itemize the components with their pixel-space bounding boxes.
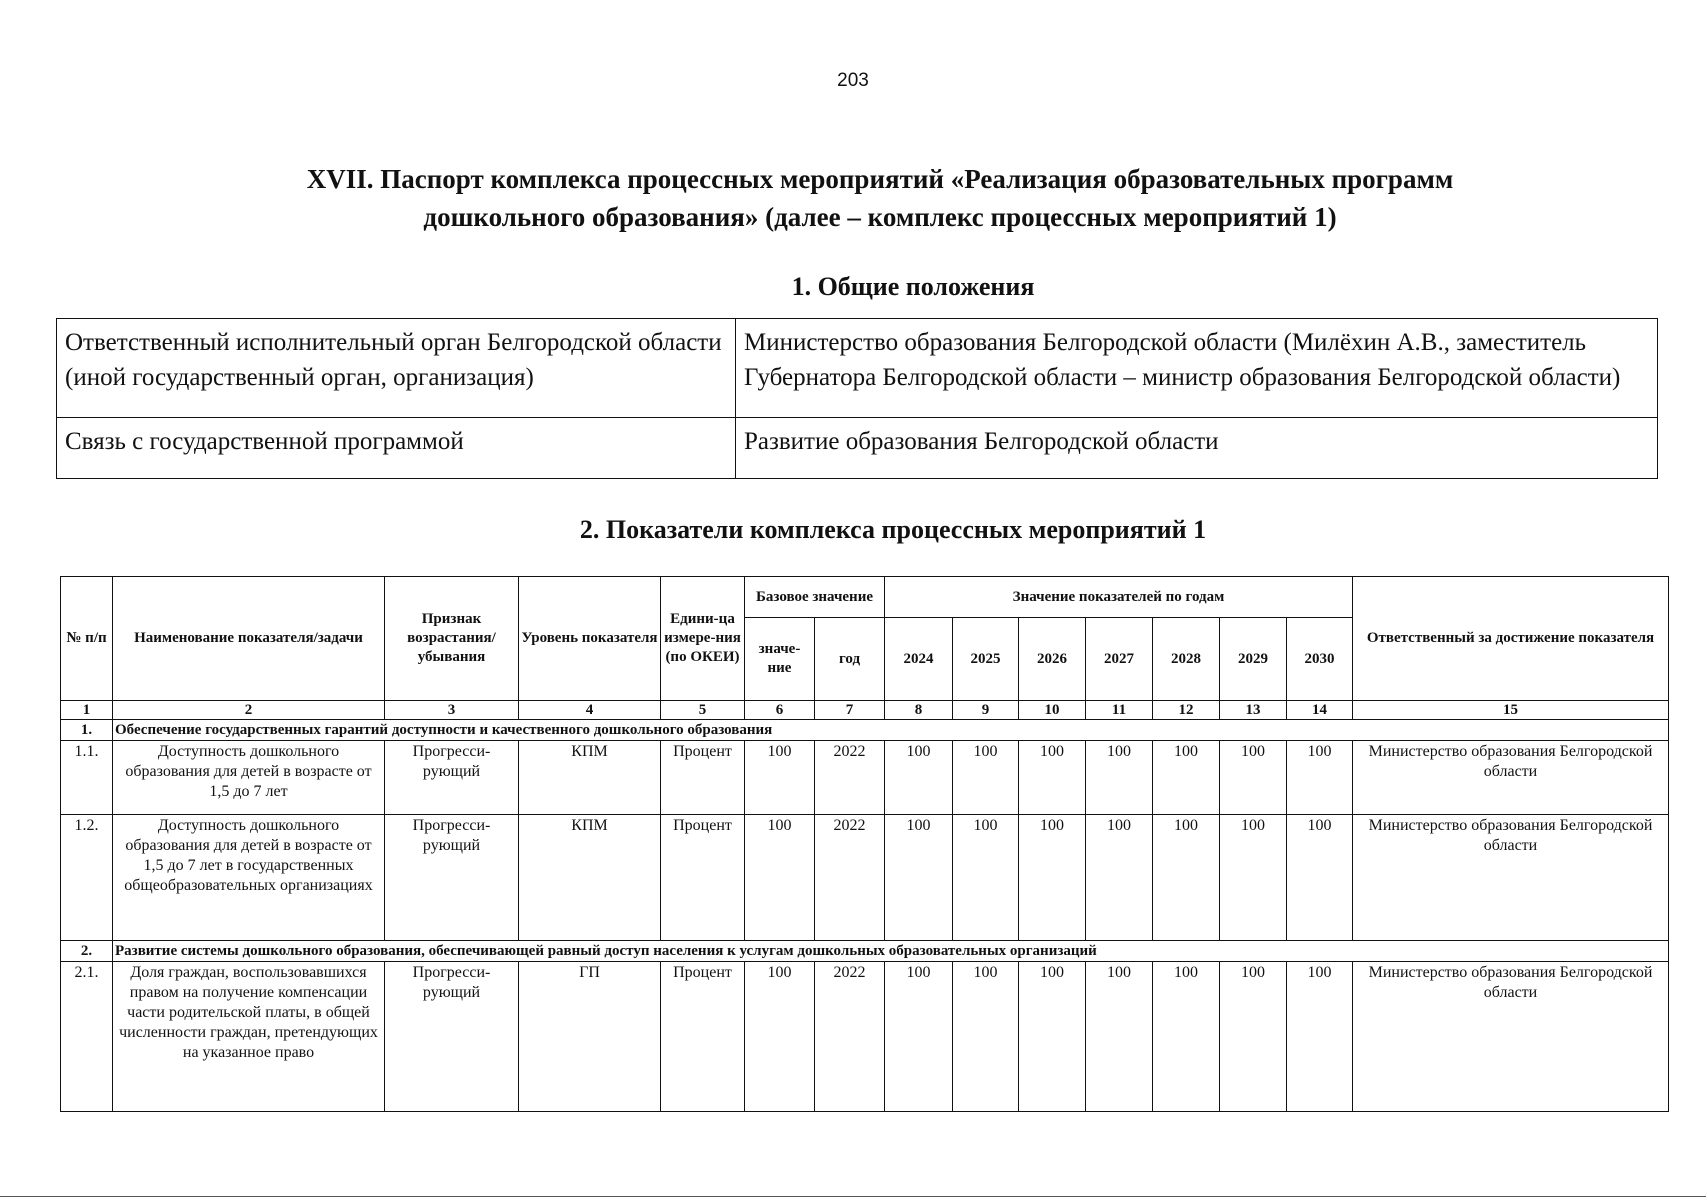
column-number: 9 [953, 701, 1019, 720]
row-name: Доля граждан, воспользовавшихся правом на получение компенсации части родительской платы, в общей численности граждан, претендующих на указанное право [113, 962, 385, 1112]
row-unit: Процент [661, 962, 745, 1112]
general-row-value: Министерство образования Белгородской области (Милёхин А.В., заместитель Губернатора Белгородской области – министр образования Белгородской области) [736, 319, 1658, 418]
header-level: Уровень показателя [519, 577, 661, 701]
row-responsible: Министерство образования Белгородской области [1353, 741, 1669, 815]
section-num: 2. [61, 941, 113, 962]
indicators-table [60, 576, 1669, 1112]
row-year-value: 100 [953, 741, 1019, 815]
column-number: 14 [1287, 701, 1353, 720]
row-year-value: 100 [1019, 741, 1086, 815]
row-year-value: 100 [1153, 962, 1220, 1112]
row-unit: Процент [661, 741, 745, 815]
row-year-value: 100 [1220, 962, 1287, 1112]
page-number: 203 [837, 70, 869, 91]
row-year-value: 100 [1287, 962, 1353, 1112]
general-row-label: Ответственный исполнительный орган Белгородской области (иной государственный орган, организация) [57, 319, 736, 418]
header-year: 2025 [953, 618, 1019, 701]
row-year-value: 100 [1019, 962, 1086, 1112]
header-year: 2024 [885, 618, 953, 701]
general-row-value: Развитие образования Белгородской области [736, 418, 1658, 479]
row-year-value: 100 [953, 815, 1019, 941]
row-num: 1.2. [61, 815, 113, 941]
column-number: 10 [1019, 701, 1086, 720]
section-title: Обеспечение государственных гарантий доступности и качественного дошкольного образования [113, 720, 1669, 741]
column-number: 4 [519, 701, 661, 720]
row-year-value: 100 [1086, 815, 1153, 941]
row-year-value: 100 [1086, 741, 1153, 815]
header-year: 2028 [1153, 618, 1220, 701]
header-base: Базовое значение [745, 577, 885, 618]
column-number: 8 [885, 701, 953, 720]
header-responsible: Ответственный за достижение показателя [1353, 577, 1669, 701]
row-base-value: 100 [745, 962, 815, 1112]
row-year-value: 100 [885, 815, 953, 941]
column-number: 2 [113, 701, 385, 720]
column-number: 15 [1353, 701, 1669, 720]
header-unit: Едини-ца измере-ния (по ОКЕИ) [661, 577, 745, 701]
row-level: КПМ [519, 815, 661, 941]
row-responsible: Министерство образования Белгородской области [1353, 962, 1669, 1112]
row-year-value: 100 [1153, 815, 1220, 941]
row-base-value: 100 [745, 815, 815, 941]
row-sign: Прогресси-рующий [385, 741, 519, 815]
column-number: 11 [1086, 701, 1153, 720]
row-base-year: 2022 [815, 815, 885, 941]
row-num: 2.1. [61, 962, 113, 1112]
row-name: Доступность дошкольного образования для детей в возрасте от 1,5 до 7 лет [113, 741, 385, 815]
general-provisions-table [56, 318, 1658, 479]
section-num: 1. [61, 720, 113, 741]
page-bottom-rule [0, 1196, 1706, 1197]
header-year: 2030 [1287, 618, 1353, 701]
row-year-value: 100 [885, 962, 953, 1112]
row-year-value: 100 [1086, 962, 1153, 1112]
row-year-value: 100 [1153, 741, 1220, 815]
row-base-year: 2022 [815, 741, 885, 815]
header-base-year: год [815, 618, 885, 701]
column-number: 6 [745, 701, 815, 720]
section-row [61, 941, 1669, 962]
section-title: Развитие системы дошкольного образования, обеспечивающей равный доступ населения к услугам дошкольных образовательных организаций [113, 941, 1669, 962]
header-num: № п/п [61, 577, 113, 701]
row-base-value: 100 [745, 741, 815, 815]
row-name: Доступность дошкольного образования для детей в возрасте от 1,5 до 7 лет в государственных общеобразовательных организациях [113, 815, 385, 941]
row-sign: Прогресси-рующий [385, 962, 519, 1112]
header-years-group: Значение показателей по годам [885, 577, 1353, 618]
page-title [180, 160, 1580, 236]
row-year-value: 100 [885, 741, 953, 815]
column-number: 3 [385, 701, 519, 720]
header-year: 2029 [1220, 618, 1287, 701]
row-year-value: 100 [1019, 815, 1086, 941]
table-row [61, 815, 1669, 941]
table-row [61, 962, 1669, 1112]
general-row [57, 319, 1658, 418]
column-number: 7 [815, 701, 885, 720]
row-year-value: 100 [1287, 815, 1353, 941]
header-row [61, 577, 1669, 618]
general-provisions-heading: 1. Общие положения [791, 272, 1035, 301]
row-year-value: 100 [953, 962, 1019, 1112]
row-level: ГП [519, 962, 661, 1112]
row-base-year: 2022 [815, 962, 885, 1112]
header-sign: Признак возрастания/ убывания [385, 577, 519, 701]
row-sign: Прогресси-рующий [385, 815, 519, 941]
row-level: КПМ [519, 741, 661, 815]
column-number: 12 [1153, 701, 1220, 720]
column-number: 5 [661, 701, 745, 720]
column-number-row [61, 701, 1669, 720]
header-name: Наименование показателя/задачи [113, 577, 385, 701]
header-year: 2027 [1086, 618, 1153, 701]
row-year-value: 100 [1220, 741, 1287, 815]
page-title-line-2: дошкольного образования» (далее – комплекс процессных мероприятий 1) [423, 202, 1337, 232]
row-year-value: 100 [1287, 741, 1353, 815]
row-responsible: Министерство образования Белгородской области [1353, 815, 1669, 941]
section-row [61, 720, 1669, 741]
general-row [57, 418, 1658, 479]
page-title-line-1: XVII. Паспорт комплекса процессных мероприятий «Реализация образовательных программ [306, 164, 1454, 194]
column-number: 13 [1220, 701, 1287, 720]
row-year-value: 100 [1220, 815, 1287, 941]
row-unit: Процент [661, 815, 745, 941]
indicators-heading: 2. Показатели комплекса процессных мероприятий 1 [579, 515, 1207, 544]
row-num: 1.1. [61, 741, 113, 815]
header-year: 2026 [1019, 618, 1086, 701]
header-base-value: значе-ние [745, 618, 815, 701]
general-row-label: Связь с государственной программой [57, 418, 736, 479]
column-number: 1 [61, 701, 113, 720]
table-row [61, 741, 1669, 815]
